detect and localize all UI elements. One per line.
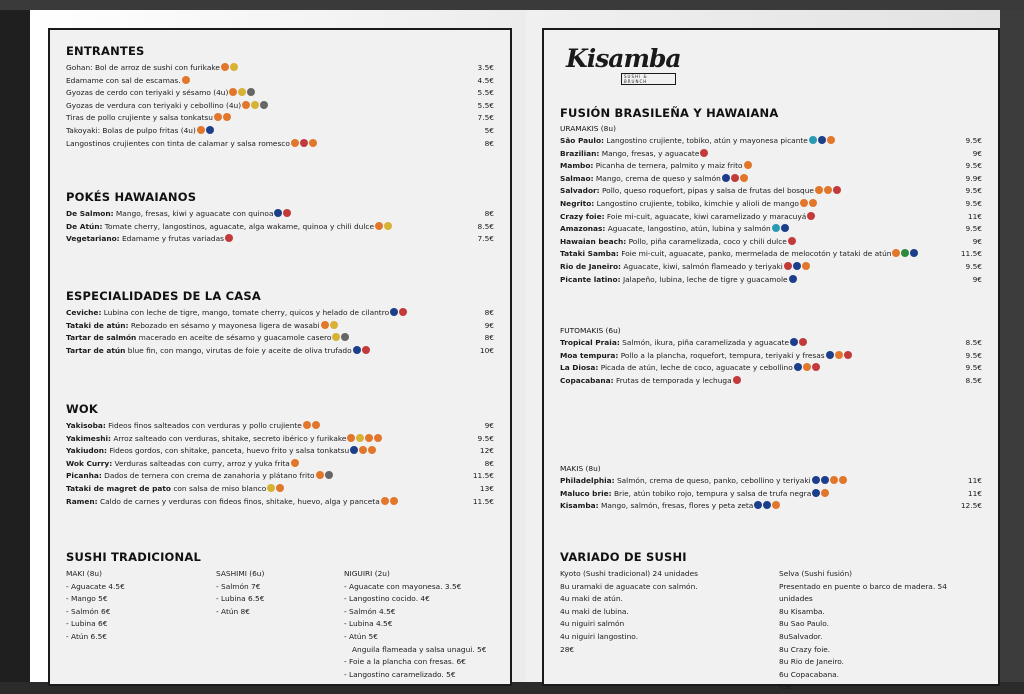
allergen-icon xyxy=(800,199,808,207)
menu-item: Gohan: Bol de arroz de sushi con furikake 3.5€ xyxy=(66,63,494,72)
allergen-icon xyxy=(809,199,817,207)
allergen-icon xyxy=(353,346,361,354)
allergen-icon xyxy=(789,275,797,283)
allergen-icon xyxy=(827,136,835,144)
allergen-icon xyxy=(274,209,282,217)
menu-item: Tataki de magret de pato con salsa de miso blanco 13€ xyxy=(66,483,494,493)
allergen-icon xyxy=(910,249,918,257)
sushi-tradicional-section xyxy=(66,550,494,681)
allergen-icon xyxy=(356,434,364,442)
menu-item: Gyozas de verdura con teriyaki y cebollino (4u) 5.5€ xyxy=(66,100,494,110)
menu-item: Tartar de salmón macerado en aceite de sésamo y guacamole casero 8€ xyxy=(66,333,494,343)
menu-item: Tiras de pollo crujiente y salsa tonkatsu 7.5€ xyxy=(66,113,494,123)
allergen-icon xyxy=(312,421,320,429)
menu-item: Hawaian beach: Pollo, piña caramelizada, coco y chili dulce 9€ xyxy=(560,236,982,246)
fusion-section: FUSIÓN BRASILEÑA Y HAWAIANA URAMAKIS (8u) São Paulo: Langostino crujiente, tobiko, atún y mayonesa picante 9.5€ Brazilian: Mango, fresas, y aguacate 9€ Mambo: Picanha de ternera, palmito y maiz frito 9.5€ Salmao: Mango, crema de queso y salmón 9.9€ Salvador: Pollo, queso roquefort, pipas y salsa de frutas del bosque 9.5€ Negrito: Langostino crujiente, tobiko, kimchie y alioli de mango 9.5€ Crazy foie: Foie mi-cuit, aguacate, kiwi caramelizado y maracuyá 11€ Amazonas: Aguacate, langostino, atún, lubina y salmón 9.5€ Hawaian beach: Pollo, piña caramelizada, coco y chili dulce 9€ Tataki Samba: Foie mi-cuit, aguacate, panko, mermelada de melocotón y tataki de atún 11.5€ Rio de Janeiro: Aguacate, kiwi, salmón flameado y teriyaki 9.5€ Picante latino: Jalapeño, lubina, leche de tigre y guacamole 9€ xyxy=(560,106,982,286)
allergen-icon xyxy=(818,136,826,144)
menu-item: Rio de Janeiro: Aguacate, kiwi, salmón flameado y teriyaki 9.5€ xyxy=(560,261,982,271)
allergen-icon xyxy=(740,174,748,182)
menu-item: Edamame con sal de escamas. 4.5€ xyxy=(66,75,494,85)
pokes-section xyxy=(66,190,494,246)
allergen-icon xyxy=(812,476,820,484)
section-title: VARIADO DE SUSHI xyxy=(560,550,687,564)
allergen-icon xyxy=(793,262,801,270)
menu-item: Yakisoba: Fideos finos salteados con verduras y pollo crujiente 9€ xyxy=(66,421,494,430)
menu-item: Salvador: Pollo, queso roquefort, pipas y salsa de frutas del bosque 9.5€ xyxy=(560,186,982,196)
allergen-icon xyxy=(790,338,798,346)
allergen-icon xyxy=(821,489,829,497)
allergen-icon xyxy=(839,476,847,484)
section-title: FUSIÓN BRASILEÑA Y HAWAIANA xyxy=(560,106,779,120)
allergen-icon xyxy=(291,139,299,147)
menu-item: Wok Curry: Verduras salteadas con curry, arroz y yuka frita 8€ xyxy=(66,458,494,468)
menu-item: Yakimeshi: Arroz salteado con verduras, shitake, secreto ibérico y furikake 9.5€ xyxy=(66,433,494,443)
niguiri-column: NIGUIRI (2u) - Aguacate con mayonesa. 3.5€ - Langostino cocido. 4€ - Salmón 4.5€ - Lubina 4.5€ - Atún 5€ Anguila flameada y salsa unagui. 5€ - Foie a la plancha con fresas. 6€ - Langostino caramelizado. 5€ xyxy=(344,569,487,679)
left-dark-margin xyxy=(0,10,30,682)
menu-item: Picante latino: Jalapeño, lubina, leche de tigre y guacamole 9€ xyxy=(560,274,982,284)
menu-item: Crazy foie: Foie mi-cuit, aguacate, kiwi caramelizado y maracuyá 11€ xyxy=(560,211,982,221)
allergen-icon xyxy=(321,321,329,329)
menu-item: Kisamba: Mango, salmón, fresas, flores y peta zeta 12.5€ xyxy=(560,501,982,511)
section-title: ESPECIALIDADES DE LA CASA xyxy=(66,289,261,303)
browser-top-bar xyxy=(0,0,1024,10)
menu-item: Tataki Samba: Foie mi-cuit, aguacate, panko, mermelada de melocotón y tataki de atún 11.5€ xyxy=(560,249,982,259)
kyoto-column: Kyoto (Sushi tradicional) 24 unidades 8u uramaki de aguacate con salmón. 4u maki de atún. 4u maki de lubina. 4u niguiri salmón 4u niguiri langostino. 28€ xyxy=(560,569,698,654)
allergen-icon xyxy=(772,224,780,232)
menu-item: Gyozas de cerdo con teriyaki y sésamo (4u) 5.5€ xyxy=(66,88,494,98)
allergen-icon xyxy=(799,338,807,346)
menu-item: Amazonas: Aguacate, langostino, atún, lubina y salmón 9.5€ xyxy=(560,224,982,234)
allergen-icon xyxy=(807,212,815,220)
menu-item: Mambo: Picanha de ternera, palmito y maiz frito 9.5€ xyxy=(560,161,982,171)
menu-item: Yakiudon: Fideos gordos, con shitake, panceta, huevo frito y salsa tonkatsu 12€ xyxy=(66,446,494,456)
allergen-icon xyxy=(772,501,780,509)
allergen-icon xyxy=(359,446,367,454)
allergen-icon xyxy=(260,101,268,109)
allergen-icon xyxy=(291,459,299,467)
allergen-icon xyxy=(826,351,834,359)
menu-item: Philadelphia: Salmón, crema de queso, panko, cebollino y teriyaki 11€ xyxy=(560,476,982,485)
allergen-icon xyxy=(390,308,398,316)
allergen-icon xyxy=(283,209,291,217)
allergen-icon xyxy=(744,161,752,169)
allergen-icon xyxy=(309,139,317,147)
allergen-icon xyxy=(230,63,238,71)
allergen-icon xyxy=(901,249,909,257)
menu-item: De Atún: Tomate cherry, langostinos, aguacate, alga wakame, quinoa y chili dulce 8.5€ xyxy=(66,221,494,231)
allergen-icon xyxy=(332,333,340,341)
allergen-icon xyxy=(399,308,407,316)
section-title: WOK xyxy=(66,402,98,416)
selva-column: Selva (Sushi fusión) Presentado en puente o barco de madera. 54 unidades 8u Kisamba. 8u Sao Paulo. 8uSalvador. 8u Crazy foie. 8u Rio de Janeiro. 6u Copacabana. 69€ xyxy=(779,569,947,692)
allergen-icon xyxy=(815,186,823,194)
menu-item: Langostinos crujientes con tinta de calamar y salsa romesco 8€ xyxy=(66,138,494,148)
allergen-icon xyxy=(788,237,796,245)
allergen-icon xyxy=(238,88,246,96)
allergen-icon xyxy=(763,501,771,509)
allergen-icon xyxy=(276,484,284,492)
allergen-icon xyxy=(229,88,237,96)
allergen-icon xyxy=(350,446,358,454)
allergen-icon xyxy=(821,476,829,484)
menu-item: Ramen: Caldo de carnes y verduras con fideos finos, shitake, huevo, alga y panceta 11.5€ xyxy=(66,496,494,506)
allergen-icon xyxy=(362,346,370,354)
menu-item: Moa tempura: Pollo a la plancha, roquefort, tempura, teriyaki y fresas 9.5€ xyxy=(560,350,982,360)
makis-section: MAKIS (8u) Philadelphia: Salmón, crema de queso, panko, cebollino y teriyaki 11€ Maluco brie: Brie, atún tobiko rojo, tempura y salsa de trufa negra 11€ Kisamba: Mango, salmón, fresas, flores y peta zeta 12.5€ xyxy=(560,464,982,513)
allergen-icon xyxy=(347,434,355,442)
allergen-icon xyxy=(242,101,250,109)
allergen-icon xyxy=(206,126,214,134)
menu-item: Tropical Praia: Salmón, ikura, piña caramelizada y aguacate 8.5€ xyxy=(560,338,982,347)
left-menu-panel xyxy=(48,28,512,686)
allergen-icon xyxy=(300,139,308,147)
kisamba-logo: Kisamba SUSHI & BRUNCH xyxy=(566,44,681,84)
maki-column: MAKI (8u) - Aguacate 4.5€ - Mango 5€ - Salmón 6€ - Lubina 6€ - Atún 6.5€ xyxy=(66,569,125,641)
menu-item: São Paulo: Langostino crujiente, tobiko, atún y mayonesa picante 9.5€ xyxy=(560,136,982,145)
wok-section xyxy=(66,402,494,508)
menu-item: Salmao: Mango, crema de queso y salmón 9.9€ xyxy=(560,173,982,183)
entrantes-section xyxy=(66,44,494,150)
allergen-icon xyxy=(835,351,843,359)
menu-item: Maluco brie: Brie, atún tobiko rojo, tempura y salsa de trufa negra 11€ xyxy=(560,488,982,498)
allergen-icon xyxy=(784,262,792,270)
allergen-icon xyxy=(223,113,231,121)
right-menu-panel xyxy=(542,28,1000,692)
menu-item: Ceviche: Lubina con leche de tigre, mango, tomate cherry, quicos y helado de cilantro 8€ xyxy=(66,308,494,317)
allergen-icon xyxy=(316,471,324,479)
menu-item: Negrito: Langostino crujiente, tobiko, kimchie y alioli de mango 9.5€ xyxy=(560,198,982,208)
variado-section xyxy=(560,550,982,694)
menu-item: Picanha: Dados de ternera con crema de zanahoria y plátano frito 11.5€ xyxy=(66,471,494,481)
allergen-icon xyxy=(731,174,739,182)
allergen-icon xyxy=(812,489,820,497)
allergen-icon xyxy=(830,476,838,484)
section-title: POKÉS HAWAIANOS xyxy=(66,190,197,204)
allergen-icon xyxy=(225,234,233,242)
futomakis-section: FUTOMAKIS (6u) Tropical Praia: Salmón, ikura, piña caramelizada y aguacate 8.5€ Moa tempura: Pollo a la plancha, roquefort, tempura, teriyaki y fresas 9.5€ La Diosa: Picada de atún, leche de coco, aguacate y cebollino 9.5€ Copacabana: Frutas de temporada y lechuga 8.5€ xyxy=(560,326,982,387)
allergen-icon xyxy=(390,497,398,505)
menu-item: Takoyaki: Bolas de pulpo fritas (4u) 5€ xyxy=(66,125,494,135)
menu-item: Brazilian: Mango, fresas, y aguacate 9€ xyxy=(560,148,982,158)
allergen-icon xyxy=(824,186,832,194)
right-dark-margin xyxy=(1000,10,1024,682)
allergen-icon xyxy=(365,434,373,442)
allergen-icon xyxy=(374,434,382,442)
allergen-icon xyxy=(303,421,311,429)
sashimi-column: SASHIMI (6u) - Salmón 7€ - Lubina 6.5€ - Atún 8€ xyxy=(216,569,265,616)
menu-item: La Diosa: Picada de atún, leche de coco, aguacate y cebollino 9.5€ xyxy=(560,363,982,373)
section-title: SUSHI TRADICIONAL xyxy=(66,550,201,564)
allergen-icon xyxy=(844,351,852,359)
especialidades-section xyxy=(66,289,494,357)
allergen-icon xyxy=(247,88,255,96)
allergen-icon xyxy=(381,497,389,505)
allergen-icon xyxy=(375,222,383,230)
menu-item: Tartar de atún blue fin, con mango, virutas de foie y aceite de oliva trufado 10€ xyxy=(66,345,494,355)
allergen-icon xyxy=(754,501,762,509)
menu-item: Vegetariano: Edamame y frutas variadas 7.5€ xyxy=(66,234,494,244)
allergen-icon xyxy=(802,262,810,270)
allergen-icon xyxy=(330,321,338,329)
allergen-icon xyxy=(384,222,392,230)
allergen-icon xyxy=(794,363,802,371)
allergen-icon xyxy=(368,446,376,454)
allergen-icon xyxy=(700,149,708,157)
allergen-icon xyxy=(325,471,333,479)
allergen-icon xyxy=(812,363,820,371)
allergen-icon xyxy=(182,76,190,84)
section-title: ENTRANTES xyxy=(66,44,145,58)
allergen-icon xyxy=(267,484,275,492)
menu-item: De Salmon: Mango, fresas, kiwi y aguacate con quinoa 8€ xyxy=(66,209,494,218)
allergen-icon xyxy=(803,363,811,371)
allergen-icon xyxy=(809,136,817,144)
allergen-icon xyxy=(892,249,900,257)
allergen-icon xyxy=(833,186,841,194)
menu-item: Copacabana: Frutas de temporada y lechuga 8.5€ xyxy=(560,375,982,385)
menu-item: Tataki de atún: Rebozado en sésamo y mayonesa ligera de wasabi 9€ xyxy=(66,320,494,330)
allergen-icon xyxy=(214,113,222,121)
allergen-icon xyxy=(221,63,229,71)
allergen-icon xyxy=(722,174,730,182)
allergen-icon xyxy=(341,333,349,341)
allergen-icon xyxy=(251,101,259,109)
allergen-icon xyxy=(781,224,789,232)
allergen-icon xyxy=(197,126,205,134)
allergen-icon xyxy=(733,376,741,384)
